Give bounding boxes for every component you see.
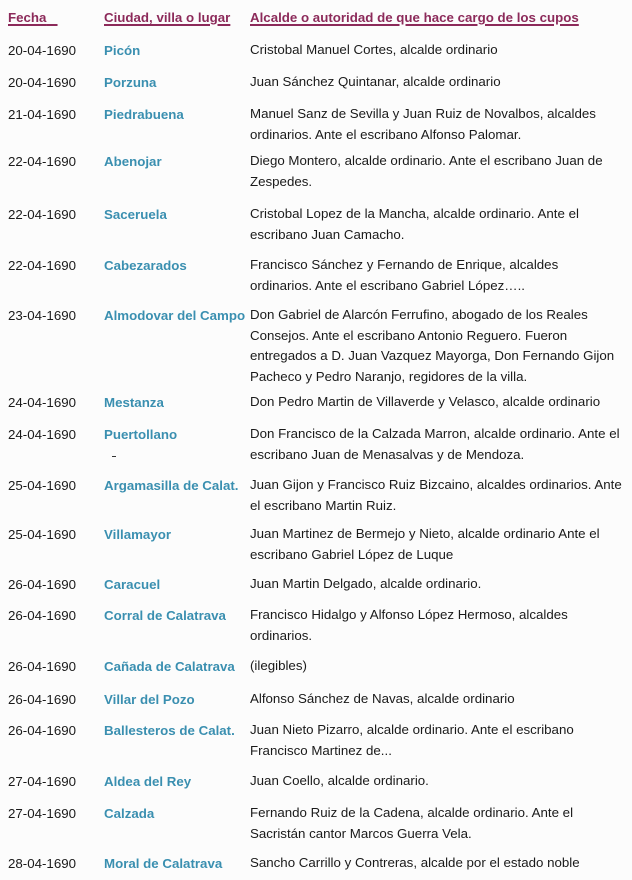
row-town: Moral de Calatrava [104,856,223,871]
row-town: Saceruela [104,207,167,222]
row-town: Mestanza [104,395,164,410]
row-authority: Juan Sánchez Quintanar, alcalde ordinario [250,74,501,89]
row-date: 26-04-1690 [8,692,77,707]
row-town: Aldea del Rey [104,774,192,789]
row-town: Abenojar [104,154,162,169]
row-date: 27-04-1690 [8,806,77,821]
row-date: 26-04-1690 [8,608,77,623]
row-town: Puertollano [104,427,178,442]
row-date: 28-04-1690 [8,856,77,871]
column-header-fecha: Fecha [8,10,47,25]
row-town: Cabezarados [104,258,187,273]
row-town: Villar del Pozo [104,692,195,707]
row-town: Cañada de Calatrava [104,659,235,674]
row-town: Calzada [104,806,155,821]
row-date: 24-04-1690 [8,427,77,442]
row-date: 21-04-1690 [8,107,77,122]
row-date: 22-04-1690 [8,258,77,273]
row-authority: Don Francisco de la Calzada Marron, alcalde ordinario. Ante el escribano Juan de Menasalvas y de Mendoza. [250,426,620,462]
row-date: 25-04-1690 [8,527,77,542]
row-date: 24-04-1690 [8,395,77,410]
row-authority: Cristobal Manuel Cortes, alcalde ordinario [250,42,498,57]
row-date: 25-04-1690 [8,478,77,493]
row-date: 22-04-1690 [8,154,77,169]
row-authority: Diego Montero, alcalde ordinario. Ante el escribano Juan de Zespedes. [250,153,603,189]
row-authority: Juan Coello, alcalde ordinario. [250,773,429,788]
row-authority: Juan Martin Delgado, alcalde ordinario. [250,576,482,591]
row-authority: Manuel Sanz de Sevilla y Juan Ruiz de Novalbos, alcaldes ordinarios. Ante el escribano Alfonso Palomar. [250,106,596,142]
row-authority: Cristobal Lopez de la Mancha, alcalde ordinario. Ante el escribano Juan Camacho. [250,206,579,242]
row-town: Ballesteros de Calat. [104,723,235,738]
row-date: 20-04-1690 [8,43,77,58]
row-authority: Francisco Hidalgo y Alfonso López Hermoso, alcaldes ordinarios. [250,607,568,643]
stray-dash-mark [112,456,116,457]
row-town: Almodovar del Campo [104,308,246,323]
row-date: 27-04-1690 [8,774,77,789]
row-town: Porzuna [104,75,157,90]
row-authority: (ilegibles) [250,658,307,673]
row-town: Picón [104,43,141,58]
row-town: Piedrabuena [104,107,184,122]
row-authority: Francisco Sánchez y Fernando de Enrique, alcaldes ordinarios. Ante el escribano Gabriel López….. [250,257,559,293]
row-authority: Alfonso Sánchez de Navas, alcalde ordinario [250,691,515,706]
row-town: Villamayor [104,527,172,542]
row-date: 22-04-1690 [8,207,77,222]
row-authority: Fernando Ruiz de la Cadena, alcalde ordinario. Ante el Sacristán cantor Marcos Guerra Vela. [250,805,574,841]
row-date: 20-04-1690 [8,75,77,90]
row-authority: Don Pedro Martin de Villaverde y Velasco, alcalde ordinario [250,394,601,409]
row-date: 26-04-1690 [8,723,77,738]
row-date: 23-04-1690 [8,308,77,323]
column-header-ciudad: Ciudad, villa o lugar [104,10,231,25]
row-town: Argamasilla de Calat. [104,478,239,493]
row-authority: Juan Martinez de Bermejo y Nieto, alcalde ordinario Ante el escribano Gabriel López de Luque [250,526,600,562]
row-authority: Juan Nieto Pizarro, alcalde ordinario. Ante el escribano Francisco Martinez de... [250,722,574,758]
row-authority: Sancho Carrillo y Contreras, alcalde por el estado noble [250,855,580,870]
row-town: Corral de Calatrava [104,608,226,623]
row-authority: Juan Gijon y Francisco Ruiz Bizcaino, alcaldes ordinarios. Ante el escribano Martin Ruiz. [250,477,622,513]
row-town: Caracuel [104,577,161,592]
row-date: 26-04-1690 [8,577,77,592]
row-authority: Don Gabriel de Alarcón Ferrufino, abogado de los Reales Consejos. Ante el escribano Antonio Reguero. Fueron entregados a D. Juan Vazquez Mayorga, Don Fernando Gijon Pacheco y Pedro Naranjo, regidores de la villa. [250,307,615,384]
column-header-alcalde: Alcalde o autoridad de que hace cargo de los cupos [250,10,579,25]
row-date: 26-04-1690 [8,659,77,674]
